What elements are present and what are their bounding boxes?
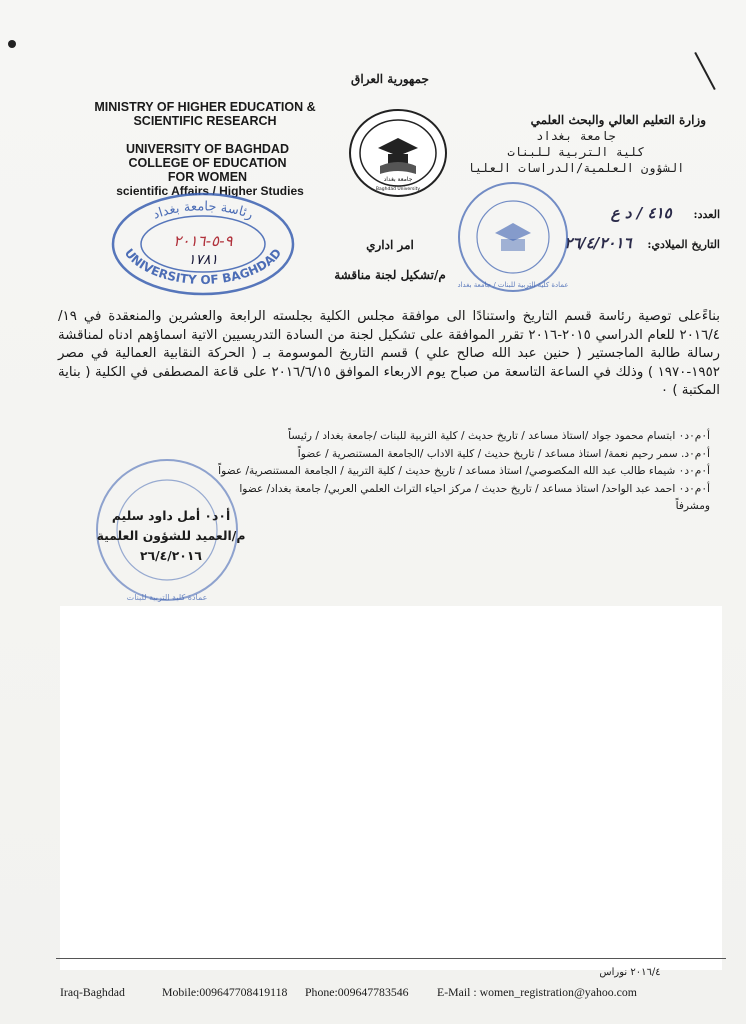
- signature-date: ٢٦/٤/٢٠١٦: [140, 548, 202, 563]
- committee-member: أ٠م٠د٠ شيماء طالب عبد الله المكصوصي/ استاذ مساعد / تاريخ حديث / كلية التربية / الجامعة المستنصرية/ عضواً: [218, 465, 710, 477]
- stamp-ring-top: رئاسة جامعة بغداد: [150, 199, 256, 223]
- hole-punch-mark: [8, 40, 16, 48]
- footer-note: ٢٠١٦/٤ نوراس: [599, 967, 661, 978]
- signatory-title: م/العميد للشؤون العلمية: [96, 528, 246, 543]
- pen-mark: [694, 52, 715, 90]
- ar-ministry-heading: [446, 112, 706, 176]
- committee-member: أ٠م٠د٠ ابتسام محمود جواد /استاذ مساعد / تاريخ حديث / كلية التربية للبنات /جامعة بغداد / رئيساً: [288, 430, 710, 442]
- committee-member: أ٠م٠د٠ احمد عبد الواحد/ استاذ مساعد / تاريخ حديث / مركز احياء التراث العلمي العربي/ جامعة بغداد/ عضوا ومشرفاً: [239, 482, 710, 512]
- date-value: ٢٦/٤/٢٠١٦: [564, 234, 632, 252]
- stamp-handwritten-date: ٩-٥-٢٠١٦: [173, 232, 233, 250]
- en-ministry-line-2: SCIENTIFIC RESEARCH: [133, 114, 277, 128]
- footer-divider: [56, 958, 726, 959]
- redacted-area: [60, 606, 722, 970]
- logo-inner-text: جامعة بغداد: [383, 176, 413, 183]
- en-affairs-heading: scientific Affairs / Higher Studies: [116, 184, 304, 198]
- stamp-ring-bottom: UNIVERSITY OF BAGHDAD: [121, 245, 285, 288]
- ar-affairs-line: الشؤون العلمية/الدراسات العليا: [467, 161, 685, 175]
- dean-stamp-text: عمادة كلية التربية للبنات: [126, 593, 208, 602]
- number-label: العدد:: [693, 208, 720, 221]
- footer-city: Iraq-Baghdad: [60, 985, 125, 999]
- en-university-line-2: COLLEGE OF EDUCATION: [128, 156, 287, 170]
- svg-text:رئاسة جامعة بغداد: [151, 199, 255, 222]
- logo-bottom-text: Baghdad University: [375, 187, 421, 192]
- ar-ministry-line: وزارة التعليم العالي والبحث العلمي: [530, 113, 706, 127]
- order-type: امر اداري: [366, 238, 414, 252]
- en-university-line-1: UNIVERSITY OF BAGHDAD: [126, 142, 289, 156]
- stamp-handwritten-number: ١٧٨١: [187, 252, 219, 268]
- body-paragraph: بناءًعلى توصية رئاسة قسم التاريخ واستنادًا الى موافقة مجلس الكلية بجلسته الرابعة والعشرين والمنعقدة في ١٩/ ٢٠١٦/٤ للعام الدراسي ٢٠١٥-٢٠١٦ تقرر الموافقة على تشكيل لجنة من السادة التدريسيين الاتية اسماؤهم ادناه لمناقشة رسالة طالبة الماجستير ( حنين عبد الله صالح علي ) قسم التاريخ الموسومة بـ ( الحركة النقابية العمالية في مصر ١٩٥٢-١٩٧٠ ) وذلك في الساعة التاسعة من صباح يوم الاربعاء الموافق ٢٠١٦/٦/١٥ على قاعة المصطفى في الكلية ( بناية المكتبة ) ٠: [58, 309, 721, 399]
- ar-university-line: جامعة بغداد: [536, 129, 616, 143]
- signatory-name: أ٠د٠ أمل داود سليم: [111, 508, 231, 523]
- committee-members-list: [210, 428, 710, 516]
- contact-footer: [60, 985, 720, 1000]
- en-ministry-line-1: MINISTRY OF HIGHER EDUCATION &: [94, 100, 316, 114]
- ar-college-line: كلية التربية للبنات: [507, 145, 645, 159]
- date-label: التاريخ الميلادي:: [647, 238, 720, 251]
- number-value: ٤١٥ / د ع: [610, 204, 672, 222]
- subject-line: م/تشكيل لجنة مناقشة: [334, 268, 446, 282]
- en-ministry-heading: [80, 100, 330, 128]
- footer-phone: Phone:009647783546: [305, 985, 409, 999]
- signature-block: [86, 506, 256, 566]
- college-stamp-text: عمادة كلية التربية للبنات / جامعة بغداد: [457, 281, 569, 289]
- committee-member: أ٠م٠د. سمر رحيم نعمة/ استاذ مساعد / تاريخ حديث / كلية الاداب /الجامعة المستنصرية / عضواً: [297, 447, 710, 460]
- en-university-line-3: FOR WOMEN: [167, 170, 248, 184]
- footer-email[interactable]: E-Mail : women_registration@yahoo.com: [437, 985, 637, 999]
- footer-mobile: Mobile:009647708419118: [162, 985, 288, 999]
- republic-title: جمهورية العراق: [351, 72, 429, 86]
- en-university-heading: [110, 142, 305, 184]
- college-logo: [348, 108, 448, 198]
- university-stamp: [108, 188, 298, 298]
